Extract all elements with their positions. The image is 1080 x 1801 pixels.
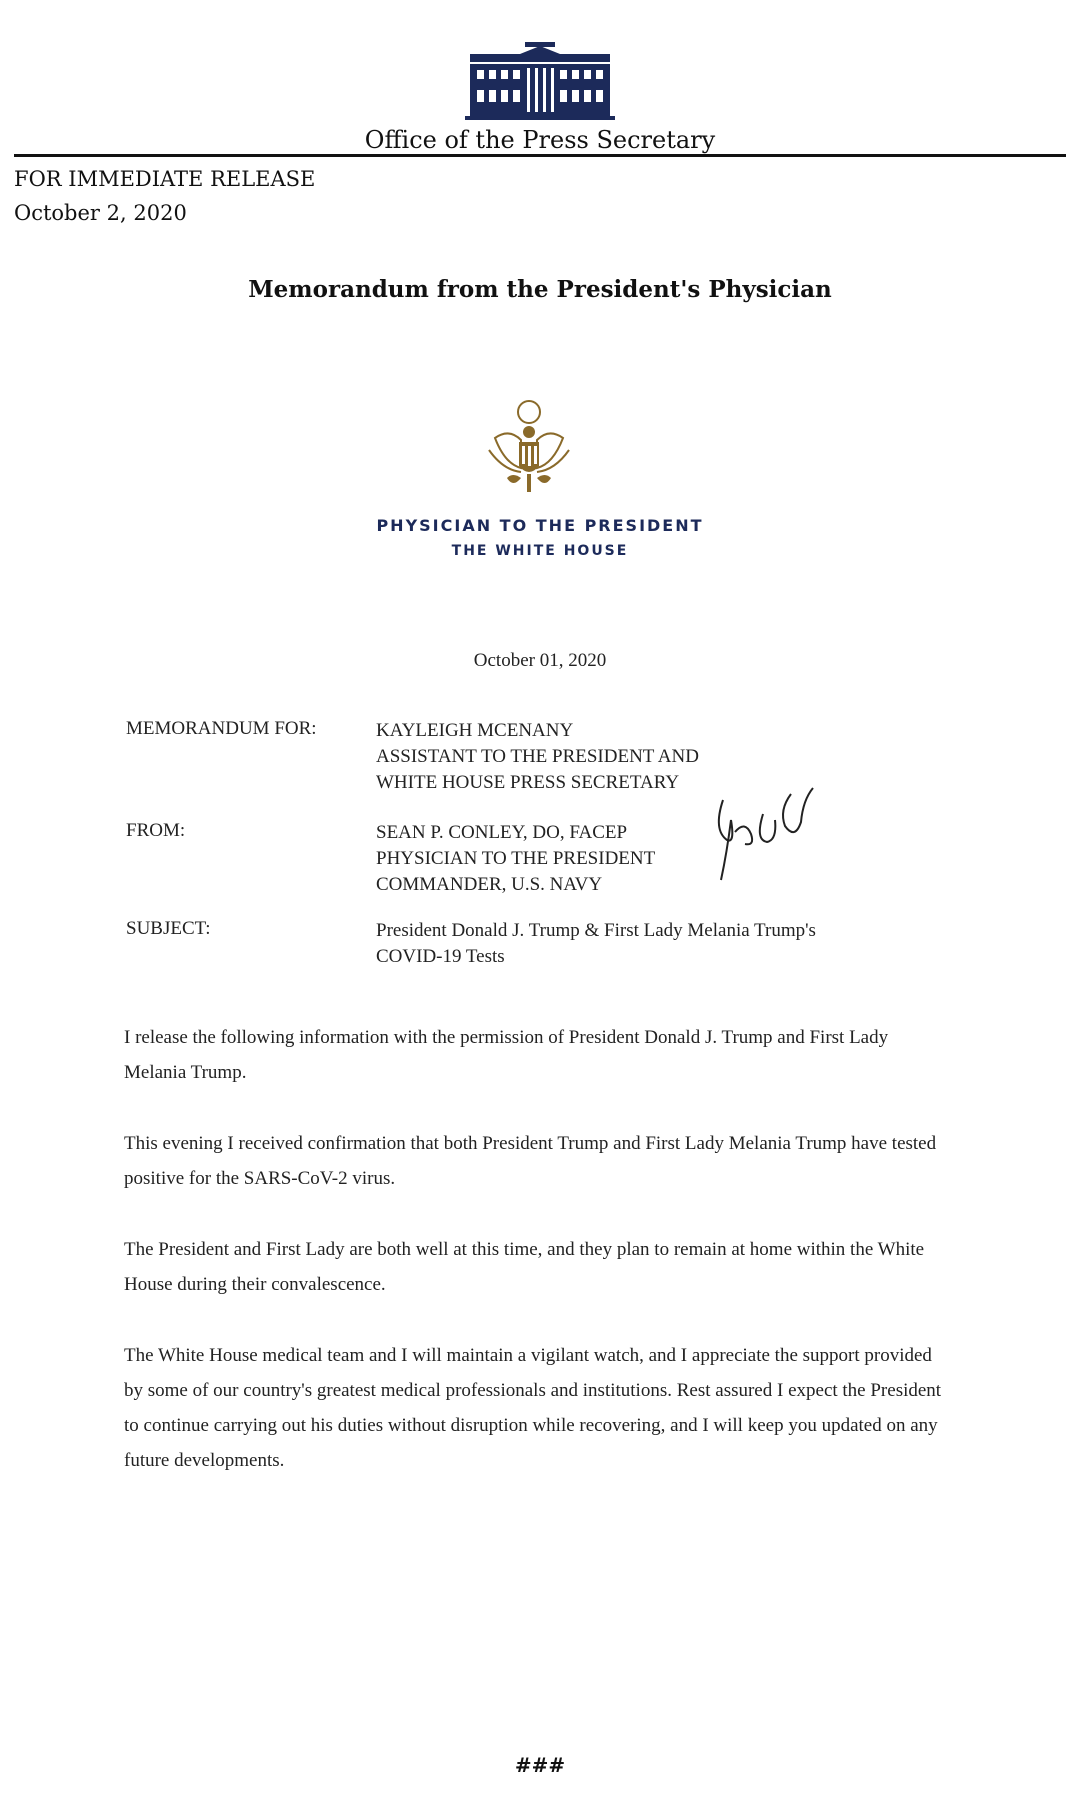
memo-for-line: ASSISTANT TO THE PRESIDENT AND bbox=[376, 746, 699, 767]
memo-for-value bbox=[376, 718, 699, 796]
header-divider bbox=[14, 154, 1066, 157]
memo-subject-line: President Donald J. Trump & First Lady Melania Trump's bbox=[376, 920, 816, 941]
release-date: October 2, 2020 bbox=[14, 201, 187, 225]
memo-subject-line: COVID-19 Tests bbox=[376, 946, 505, 967]
memo-from-value bbox=[376, 820, 655, 898]
signature-icon bbox=[705, 780, 825, 890]
memo-subject-label: SUBJECT: bbox=[126, 918, 211, 939]
memo-from-line: SEAN P. CONLEY, DO, FACEP bbox=[376, 822, 628, 843]
body-paragraph: I release the following information with the permission of President Donald J. Trump and First Lady Melania Trump. bbox=[124, 1027, 889, 1083]
memo-heading: Memorandum from the President's Physician bbox=[248, 276, 832, 303]
physician-letterhead bbox=[0, 516, 1080, 559]
memo-for-label: MEMORANDUM FOR: bbox=[126, 718, 317, 739]
memo-for-line: KAYLEIGH MCENANY bbox=[376, 720, 574, 741]
body-paragraph: This evening I received confirmation that both President Trump and First Lady Melania Trump have tested positive for the SARS-CoV-2 virus. bbox=[124, 1133, 937, 1189]
memo-from-label: FROM: bbox=[126, 820, 186, 841]
memo-date: October 01, 2020 bbox=[473, 650, 607, 671]
letterhead-title: PHYSICIAN TO THE PRESIDENT bbox=[376, 516, 704, 535]
white-house-logo-icon bbox=[465, 40, 615, 120]
memo-subject-value bbox=[376, 918, 816, 970]
memo-for-line: WHITE HOUSE PRESS SECRETARY bbox=[376, 772, 680, 793]
body-paragraph: The White House medical team and I will maintain a vigilant watch, and I appreciate the support provided by some of our country's greatest medical professionals and institutions. Rest assured I expect the President to continue carrying out his duties without disruption while recovering, and I will keep you updated on any future developments. bbox=[124, 1345, 942, 1471]
presidential-seal-icon bbox=[483, 398, 575, 498]
body-paragraph: The President and First Lady are both well at this time, and they plan to remain at home within the White House during their convalescence. bbox=[124, 1239, 925, 1295]
release-info bbox=[14, 162, 315, 230]
memo-from-line: PHYSICIAN TO THE PRESIDENT bbox=[376, 848, 656, 869]
release-label: FOR IMMEDIATE RELEASE bbox=[14, 167, 316, 191]
office-title: Office of the Press Secretary bbox=[364, 126, 716, 154]
press-office-header bbox=[0, 40, 1080, 154]
end-mark: ### bbox=[514, 1753, 566, 1777]
letterhead-subtitle: THE WHITE HOUSE bbox=[451, 543, 629, 559]
memo-from-line: COMMANDER, U.S. NAVY bbox=[376, 874, 603, 895]
